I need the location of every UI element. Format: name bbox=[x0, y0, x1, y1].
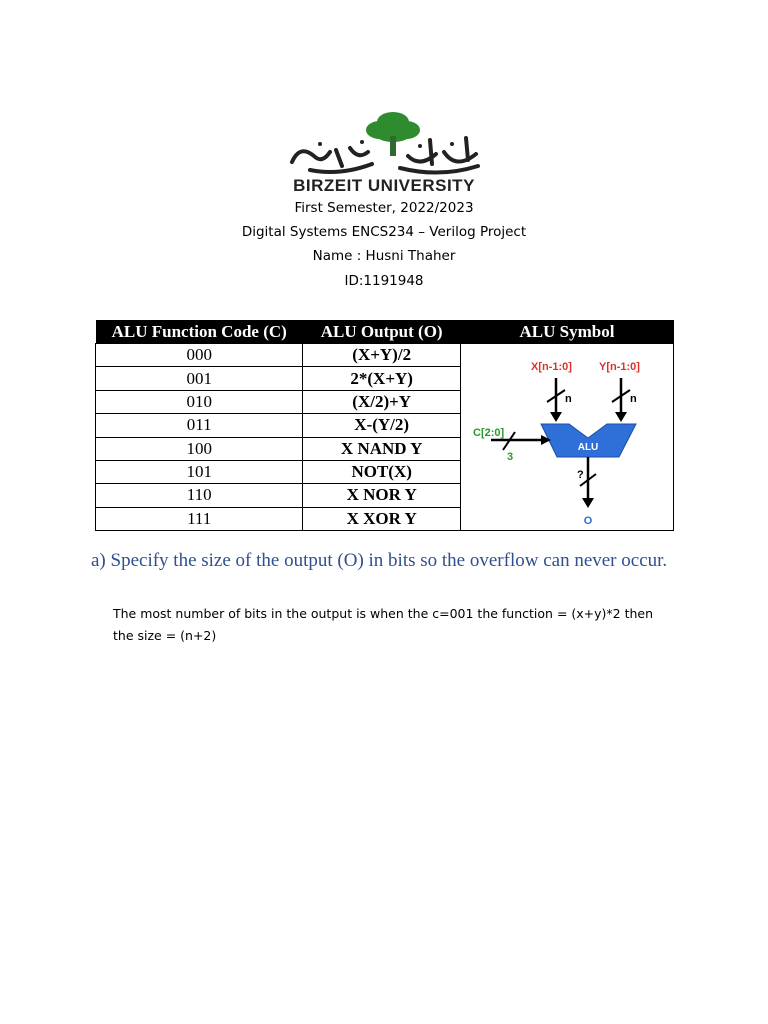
university-name: BIRZEIT UNIVERSITY bbox=[293, 176, 475, 195]
function-code: 000 bbox=[96, 344, 303, 367]
column-header-symbol: ALU Symbol bbox=[460, 320, 673, 344]
function-code: 101 bbox=[96, 460, 303, 483]
function-output: X-(Y/2) bbox=[303, 414, 461, 437]
student-name: Name : Husni Thaher bbox=[312, 248, 456, 264]
question-heading: a) Specify the size of the output (O) in bits so the overflow can never occur. bbox=[91, 550, 668, 571]
y-width-label: n bbox=[629, 393, 637, 405]
table-header-row bbox=[96, 320, 674, 344]
output-arrowhead bbox=[582, 498, 594, 508]
function-code: 011 bbox=[96, 414, 303, 437]
semester-line: First Semester, 2022/2023 bbox=[294, 200, 474, 216]
function-code: 111 bbox=[96, 507, 303, 530]
alu-symbol-diagram bbox=[461, 344, 673, 530]
function-output: X XOR Y bbox=[303, 507, 461, 530]
function-code: 010 bbox=[96, 390, 303, 413]
y-input-label: Y[n-1:0] bbox=[598, 361, 640, 373]
course-line: Digital Systems ENCS234 – Verilog Project bbox=[241, 224, 527, 240]
c-input-label: C[2:0] bbox=[472, 427, 505, 439]
x-arrowhead bbox=[550, 412, 562, 422]
output-width-label: ? bbox=[576, 469, 584, 481]
alu-block-label: ALU bbox=[577, 442, 599, 453]
table-row bbox=[96, 344, 674, 367]
answer-line: The most number of bits in the output is when the c=001 the function = (x+y)*2 then bbox=[113, 606, 654, 621]
y-arrowhead bbox=[615, 412, 627, 422]
c-width-label: 3 bbox=[506, 451, 514, 463]
function-output: (X/2)+Y bbox=[303, 390, 461, 413]
answer-text bbox=[113, 603, 713, 647]
function-code: 001 bbox=[96, 367, 303, 390]
function-code: 100 bbox=[96, 437, 303, 460]
answer-line: the size = (n+2) bbox=[113, 628, 217, 643]
student-id: ID:1191948 bbox=[344, 273, 424, 289]
function-code: 110 bbox=[96, 484, 303, 507]
function-output: X NOR Y bbox=[303, 484, 461, 507]
column-header-output: ALU Output (O) bbox=[303, 320, 461, 344]
alu-symbol-cell bbox=[460, 344, 673, 531]
x-input-label: X[n-1:0] bbox=[530, 361, 572, 373]
function-output: 2*(X+Y) bbox=[303, 367, 461, 390]
column-header-code: ALU Function Code (C) bbox=[96, 320, 303, 344]
function-output: NOT(X) bbox=[303, 460, 461, 483]
output-label: O bbox=[583, 515, 593, 527]
x-width-label: n bbox=[564, 393, 572, 405]
alu-function-table bbox=[95, 320, 674, 531]
function-output: (X+Y)/2 bbox=[303, 344, 461, 367]
function-output: X NAND Y bbox=[303, 437, 461, 460]
